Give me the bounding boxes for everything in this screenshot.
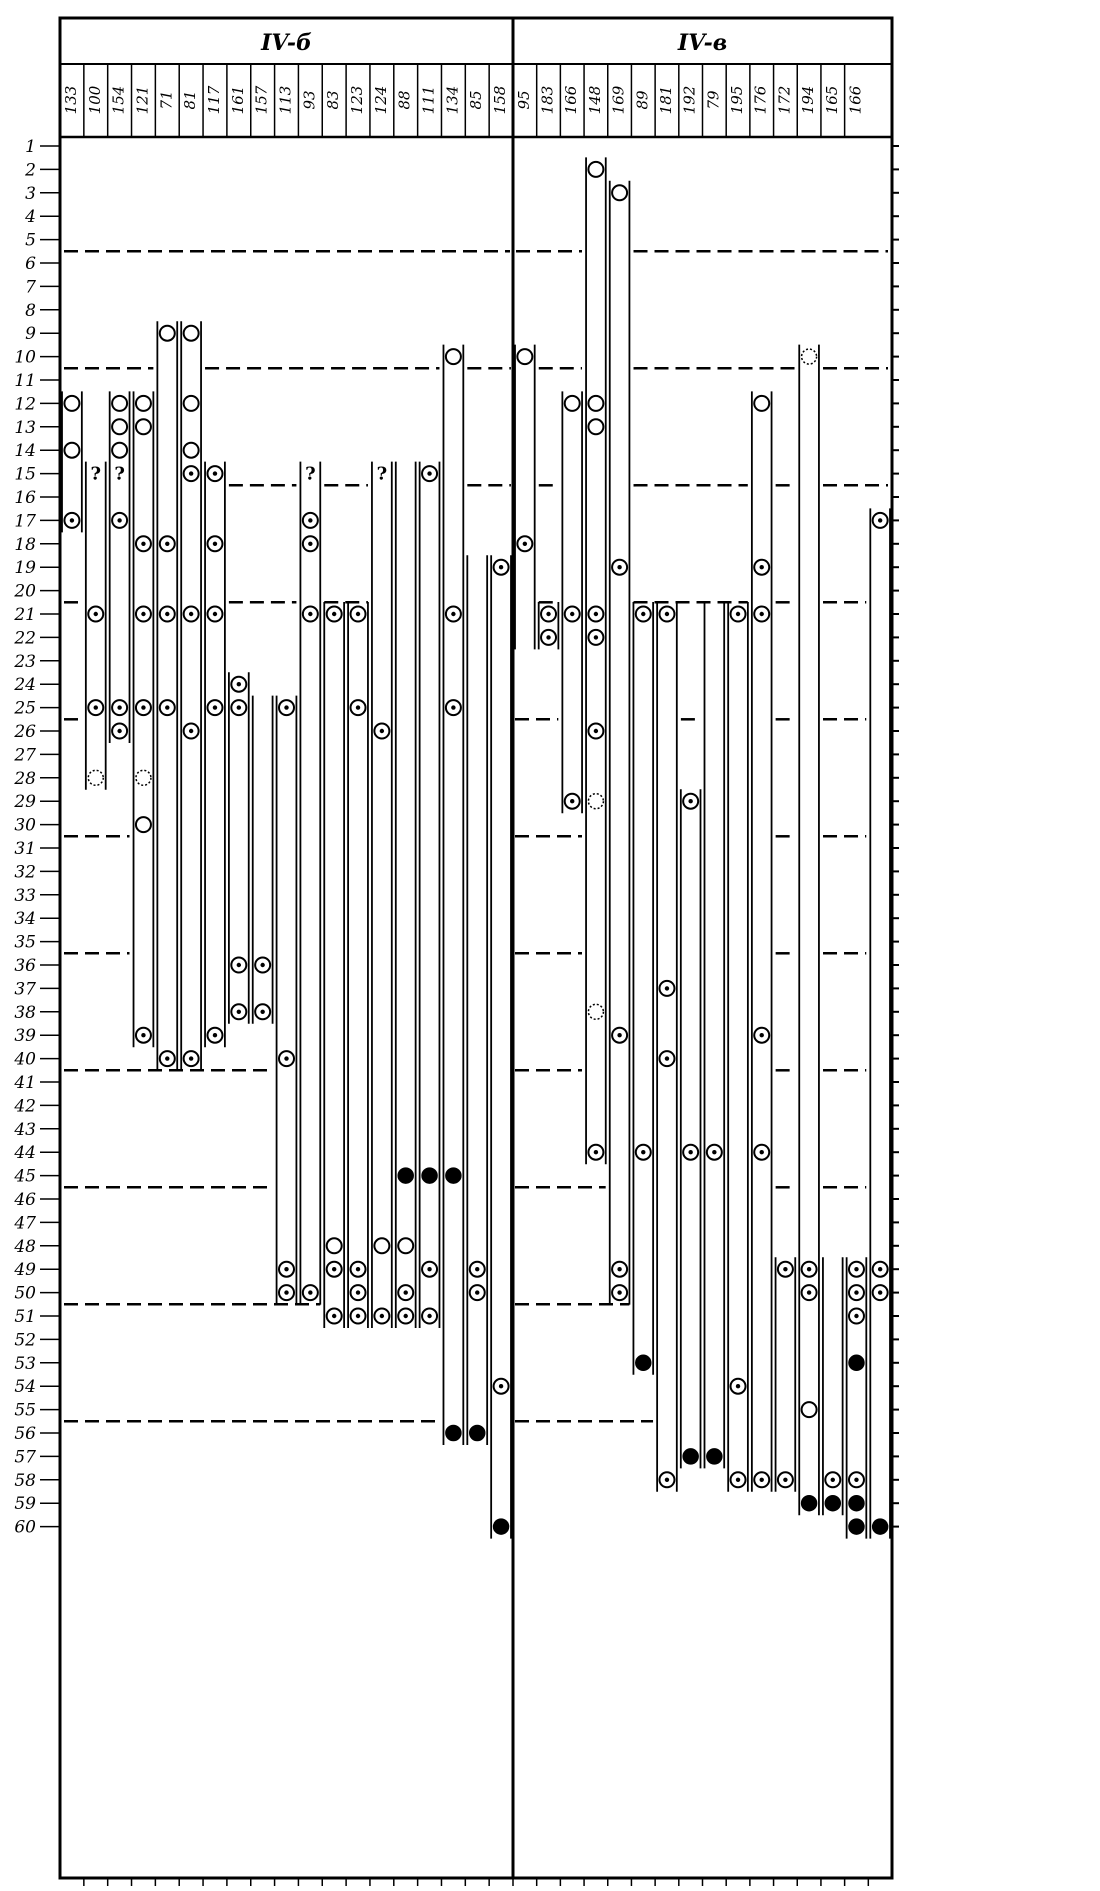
dotted-circle-center (404, 1290, 408, 1294)
dotted-circle-center (523, 542, 527, 546)
dotted-circle-center (356, 1267, 360, 1271)
dotted-circle-center (760, 1033, 764, 1037)
question-mark: ? (376, 463, 388, 485)
dotted-circle-center (594, 729, 598, 733)
dotted-circle-center (570, 612, 574, 616)
open-circle (754, 396, 769, 411)
row-label: 26 (14, 722, 36, 742)
open-circle (327, 1238, 342, 1253)
dotted-circle-center (165, 705, 169, 709)
row-label: 43 (14, 1119, 36, 1140)
column-label: 123 (348, 85, 367, 115)
dotted-circle-center (94, 705, 98, 709)
row-label: 40 (14, 1049, 36, 1070)
dotted-circle-center (451, 705, 455, 709)
row-label: 34 (14, 909, 36, 930)
open-circle (136, 419, 151, 434)
column-label: 93 (300, 90, 319, 110)
header (62, 30, 865, 137)
question-mark: ? (90, 463, 102, 485)
dotted-circle-center (213, 471, 217, 475)
dotted-circle-center (284, 705, 288, 709)
open-circle (64, 396, 79, 411)
column-label: 181 (656, 85, 675, 115)
chart-frame (60, 18, 892, 1886)
filled-circle (446, 1168, 461, 1183)
column-label: 81 (181, 90, 200, 110)
dotted-circle-center (831, 1478, 835, 1482)
row-label: 37 (14, 979, 36, 1000)
dotted-circle-center (308, 1290, 312, 1294)
dotted-circle-center (284, 1290, 288, 1294)
column-label: 165 (822, 85, 841, 115)
column-label: 111 (419, 85, 438, 115)
column-label: 158 (491, 85, 510, 115)
open-circle (64, 443, 79, 458)
group-label: IV-в (677, 30, 728, 56)
dashed-circle (136, 770, 151, 785)
dotted-circle-center (736, 1478, 740, 1482)
dotted-circle-center (284, 1267, 288, 1271)
dotted-circle-center (141, 542, 145, 546)
row-label: 49 (14, 1260, 36, 1281)
column-label: 166 (846, 85, 865, 115)
row-label: 44 (14, 1143, 36, 1164)
group-label: IV-б (261, 30, 312, 56)
dotted-circle-center (807, 1267, 811, 1271)
dotted-circle-center (213, 612, 217, 616)
dotted-circle-center (237, 682, 241, 686)
open-circle (446, 349, 461, 364)
row-label: 4 (25, 207, 36, 228)
column-label: 148 (585, 85, 604, 115)
row-label: 45 (14, 1166, 36, 1187)
row-labels (13, 137, 899, 1538)
dotted-circle-center (237, 705, 241, 709)
column-label: 71 (157, 90, 176, 110)
dotted-circle-center (807, 1290, 811, 1294)
dotted-circle-center (213, 705, 217, 709)
row-label: 30 (14, 815, 36, 836)
dotted-circle-center (499, 565, 503, 569)
row-label: 28 (14, 768, 36, 789)
column-label: 195 (728, 85, 747, 115)
row-label: 25 (14, 698, 36, 719)
filled-circle (422, 1168, 437, 1183)
dotted-circle-center (736, 612, 740, 616)
open-circle (374, 1238, 389, 1253)
filled-circle (849, 1496, 864, 1511)
column-label: 124 (371, 85, 390, 115)
open-circle (517, 349, 532, 364)
dotted-circle-center (189, 729, 193, 733)
dotted-circle-center (760, 612, 764, 616)
filled-circle (446, 1426, 461, 1441)
dotted-circle-center (617, 1033, 621, 1037)
dotted-circle-center (475, 1267, 479, 1271)
dotted-circle-center (141, 705, 145, 709)
question-mark: ? (305, 463, 316, 485)
range-bars (62, 157, 890, 1538)
dotted-circle-center (356, 705, 360, 709)
column-label: 85 (467, 90, 486, 110)
column-label: 134 (443, 85, 462, 115)
open-circle (136, 396, 151, 411)
question-mark: ? (114, 463, 125, 485)
row-label: 15 (14, 464, 36, 485)
column-label: 100 (85, 85, 104, 115)
column-label: 79 (704, 90, 723, 110)
dotted-circle-center (308, 542, 312, 546)
dotted-circle-center (284, 1056, 288, 1060)
dotted-circle-center (427, 1314, 431, 1318)
row-label: 33 (14, 885, 36, 906)
row-label: 51 (14, 1307, 36, 1327)
open-circle (160, 326, 175, 341)
row-label: 19 (14, 558, 36, 579)
open-circle (588, 162, 603, 177)
dotted-circle-center (332, 1314, 336, 1318)
row-label: 42 (14, 1096, 36, 1117)
open-circle (588, 419, 603, 434)
row-label: 59 (14, 1494, 36, 1515)
dashed-circle (588, 794, 603, 809)
dashed-circle (88, 770, 103, 785)
dotted-circle-center (213, 1033, 217, 1037)
row-label: 27 (14, 745, 36, 766)
dotted-circle-center (237, 963, 241, 967)
filled-circle (683, 1449, 698, 1464)
column-label: 194 (799, 85, 818, 115)
dotted-circle-center (760, 1478, 764, 1482)
dotted-circle-center (475, 1290, 479, 1294)
row-label: 52 (14, 1330, 36, 1351)
row-label: 17 (14, 511, 36, 532)
column-label: 169 (609, 85, 628, 115)
column-label: 89 (633, 90, 652, 110)
open-circle (184, 326, 199, 341)
row-label: 47 (14, 1213, 36, 1234)
open-circle (802, 1402, 817, 1417)
dotted-circle-center (546, 612, 550, 616)
row-label: 3 (25, 183, 36, 204)
filled-circle (849, 1519, 864, 1534)
row-label: 22 (14, 628, 36, 649)
row-label: 7 (25, 277, 36, 298)
dotted-circle-center (308, 612, 312, 616)
column-label: 154 (109, 85, 128, 115)
row-label: 10 (14, 347, 36, 368)
dotted-circle-center (499, 1384, 503, 1388)
dotted-circle-center (783, 1478, 787, 1482)
dashed-circle (588, 1004, 603, 1019)
row-label: 24 (14, 675, 36, 696)
dotted-circle-center (854, 1314, 858, 1318)
dotted-circle-center (165, 1056, 169, 1060)
column-label: 113 (276, 85, 295, 115)
open-circle (112, 396, 127, 411)
dotted-circle-center (189, 1056, 193, 1060)
dotted-circle-center (189, 471, 193, 475)
dotted-circle-center (641, 1150, 645, 1154)
dotted-circle-center (117, 518, 121, 522)
dotted-circle-center (332, 1267, 336, 1271)
column-label: 133 (61, 85, 80, 115)
dotted-circle-center (688, 799, 692, 803)
row-label: 21 (14, 605, 36, 625)
row-label: 11 (14, 371, 36, 391)
row-label: 36 (14, 956, 36, 976)
dotted-circle-center (141, 612, 145, 616)
dotted-circle-center (260, 1010, 264, 1014)
row-label: 57 (14, 1447, 36, 1468)
dotted-circle-center (665, 1056, 669, 1060)
row-label: 54 (14, 1377, 36, 1398)
row-label: 35 (14, 932, 36, 953)
row-label: 16 (14, 488, 36, 508)
row-label: 8 (25, 300, 36, 321)
dotted-circle-center (165, 612, 169, 616)
filled-circle (636, 1355, 651, 1370)
row-label: 12 (14, 394, 36, 415)
column-label: 157 (252, 85, 271, 115)
dotted-circle-center (427, 471, 431, 475)
dotted-circle-center (594, 1150, 598, 1154)
open-circle (112, 443, 127, 458)
column-label: 172 (775, 85, 794, 115)
dotted-circle-center (760, 565, 764, 569)
column-label: 83 (324, 90, 343, 110)
row-label: 23 (14, 651, 36, 672)
filled-circle (873, 1519, 888, 1534)
dotted-circle-center (332, 612, 336, 616)
dotted-circle-center (783, 1267, 787, 1271)
dotted-circle-center (688, 1150, 692, 1154)
row-label: 56 (14, 1424, 36, 1444)
row-label: 60 (14, 1517, 36, 1538)
row-label: 46 (14, 1190, 36, 1210)
dotted-circle-center (308, 518, 312, 522)
column-label: 176 (751, 85, 770, 115)
dotted-circle-center (617, 1290, 621, 1294)
dotted-circle-center (189, 612, 193, 616)
column-label: 95 (514, 90, 533, 110)
row-label: 48 (14, 1236, 36, 1257)
column-label: 192 (680, 85, 699, 115)
filled-circle (707, 1449, 722, 1464)
filled-circle (470, 1426, 485, 1441)
dotted-circle-center (712, 1150, 716, 1154)
dotted-circle-center (665, 986, 669, 990)
dotted-circle-center (878, 1290, 882, 1294)
open-circle (184, 396, 199, 411)
dotted-circle-center (141, 1033, 145, 1037)
dotted-circle-center (665, 1478, 669, 1482)
row-label: 32 (14, 862, 36, 883)
row-label: 31 (14, 839, 36, 859)
dotted-circle-center (260, 963, 264, 967)
dotted-circle-center (736, 1384, 740, 1388)
row-label: 41 (14, 1073, 36, 1093)
dotted-circle-center (617, 565, 621, 569)
zone-boundaries (64, 251, 888, 1421)
dashed-circle (802, 349, 817, 364)
open-circle (588, 396, 603, 411)
dotted-circle-center (117, 729, 121, 733)
row-label: 6 (25, 254, 36, 274)
row-label: 38 (14, 1002, 36, 1023)
row-label: 58 (14, 1470, 36, 1491)
row-label: 20 (14, 581, 36, 602)
outer-border (60, 18, 892, 1878)
dotted-circle-center (570, 799, 574, 803)
dotted-circle-center (380, 729, 384, 733)
dotted-circle-center (854, 1290, 858, 1294)
dotted-circle-center (404, 1314, 408, 1318)
filled-circle (494, 1519, 509, 1534)
row-label: 50 (14, 1283, 36, 1304)
dotted-circle-center (380, 1314, 384, 1318)
dotted-circle-center (213, 542, 217, 546)
dotted-circle-center (70, 518, 74, 522)
dotted-circle-center (665, 612, 669, 616)
dotted-circle-center (427, 1267, 431, 1271)
column-label: 121 (133, 85, 152, 115)
filled-circle (825, 1496, 840, 1511)
dotted-circle-center (117, 705, 121, 709)
column-label: 88 (395, 90, 414, 110)
open-circle (136, 817, 151, 832)
dotted-circle-center (94, 612, 98, 616)
row-label: 1 (25, 137, 36, 157)
row-label: 14 (14, 441, 36, 462)
open-circle (184, 443, 199, 458)
open-circle (112, 419, 127, 434)
row-label: 39 (14, 1026, 36, 1047)
column-label: 161 (228, 85, 247, 115)
dotted-circle-center (854, 1267, 858, 1271)
dotted-circle-center (854, 1478, 858, 1482)
row-label: 5 (25, 230, 36, 251)
filled-circle (849, 1355, 864, 1370)
dotted-circle-center (878, 518, 882, 522)
column-label: 166 (562, 85, 581, 115)
dotted-circle-center (594, 612, 598, 616)
row-label: 53 (14, 1353, 36, 1374)
row-label: 29 (14, 792, 36, 813)
column-label: 117 (204, 85, 223, 115)
dotted-circle-center (760, 1150, 764, 1154)
dotted-circle-center (356, 1290, 360, 1294)
dotted-circle-center (356, 1314, 360, 1318)
dotted-circle-center (546, 635, 550, 639)
open-circle (565, 396, 580, 411)
open-circle (612, 185, 627, 200)
row-label: 13 (14, 417, 36, 438)
column-label: 183 (538, 85, 557, 115)
dotted-circle-center (451, 612, 455, 616)
filled-circle (398, 1168, 413, 1183)
row-label: 55 (14, 1400, 36, 1421)
dotted-circle-center (641, 612, 645, 616)
dotted-circle-center (594, 635, 598, 639)
open-circle (398, 1238, 413, 1253)
dotted-circle-center (165, 542, 169, 546)
dotted-circle-center (878, 1267, 882, 1271)
dotted-circle-center (617, 1267, 621, 1271)
dotted-circle-center (356, 612, 360, 616)
filled-circle (802, 1496, 817, 1511)
row-label: 9 (25, 324, 36, 345)
row-label: 18 (14, 534, 36, 555)
row-label: 2 (25, 160, 36, 181)
dotted-circle-center (237, 1010, 241, 1014)
